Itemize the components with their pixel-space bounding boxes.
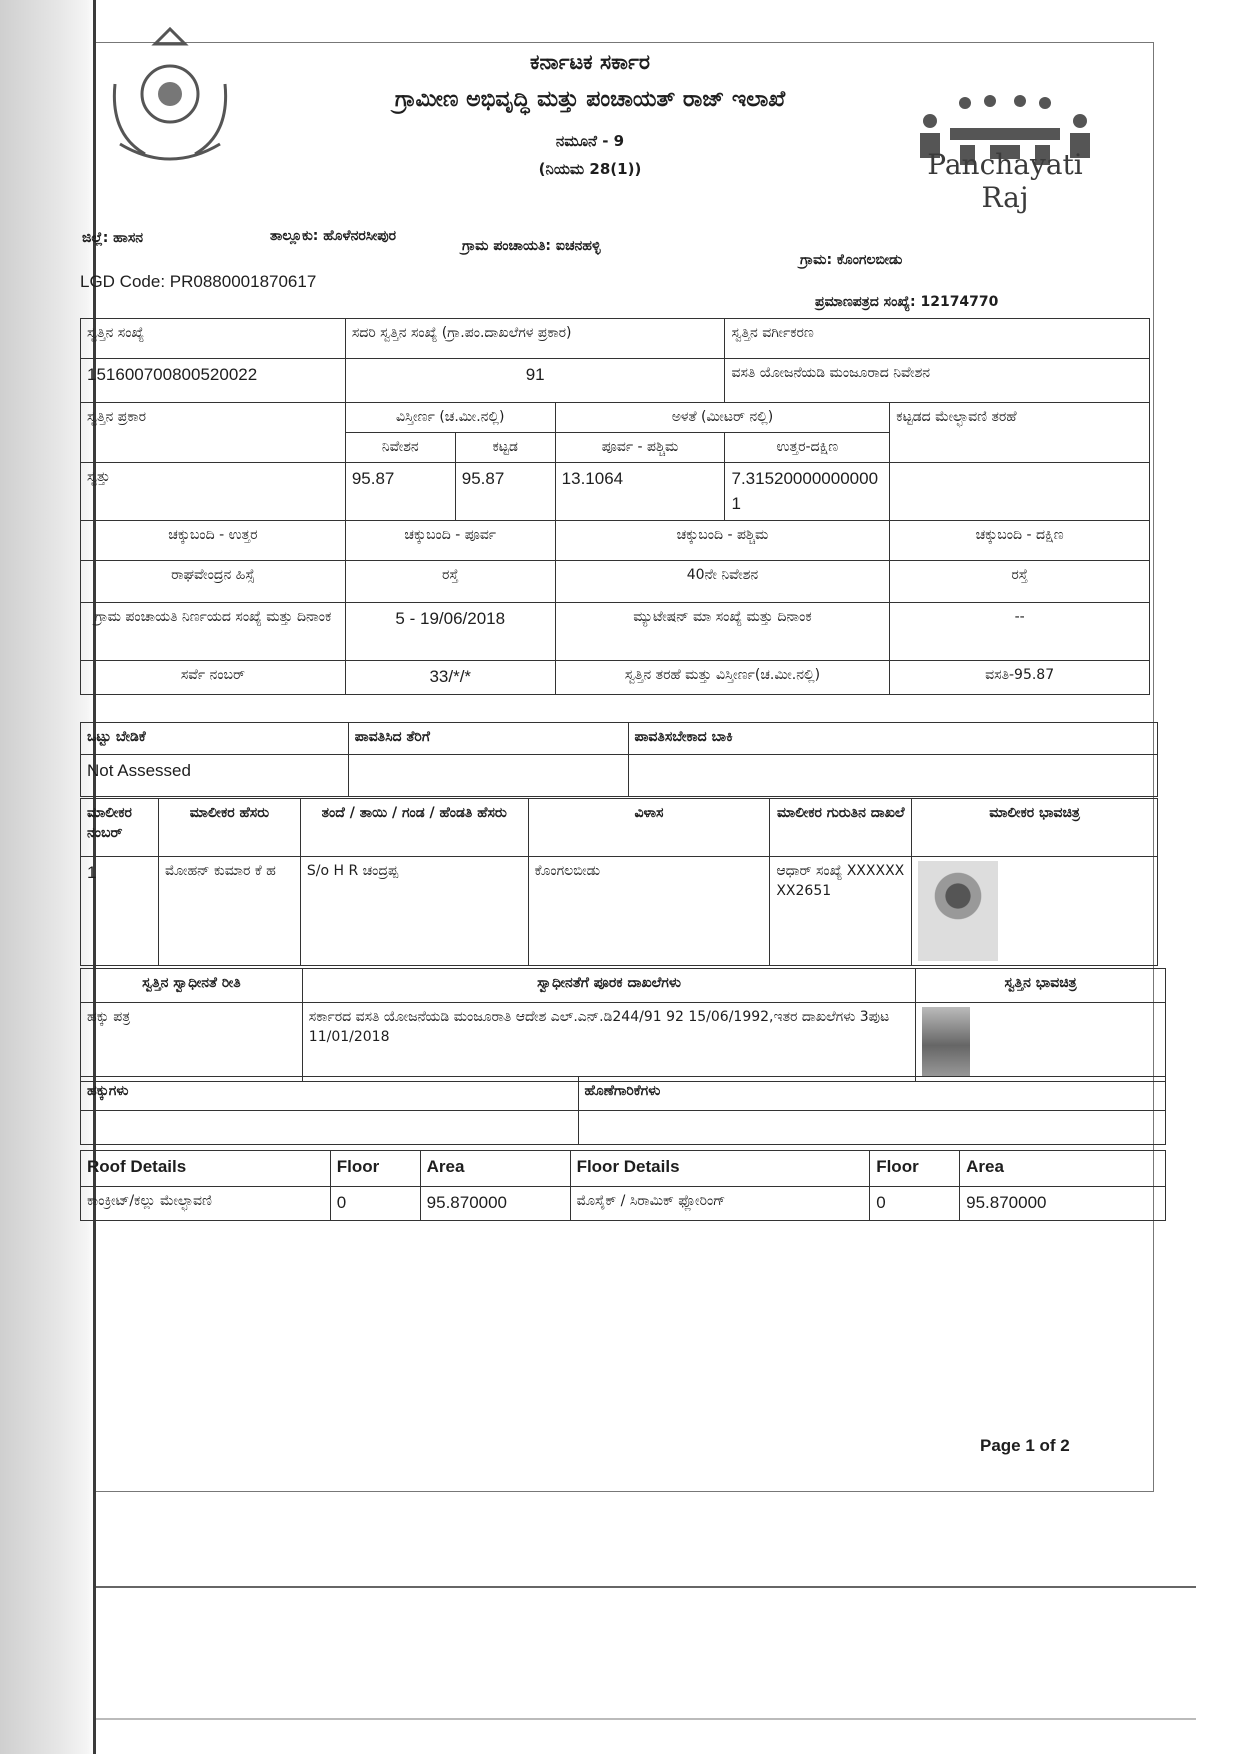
owner-address: ಕೊಂಗಲಬೀಡು xyxy=(528,857,770,966)
rule-number: (ನಿಯಮ 28(1)) xyxy=(538,160,642,178)
rights-value xyxy=(81,1111,579,1145)
site-area-value: 95.87 xyxy=(345,463,455,521)
tax-due-value xyxy=(628,755,1157,797)
owner-id-header: ಮಾಲೀಕರ ಗುರುತಿನ ದಾಖಲೆ xyxy=(770,799,912,857)
related-id-label: ಸದರಿ ಸ್ವತ್ತಿನ ಸಂಖ್ಯೆ (ಗ್ರಾ.ಪಂ.ದಾಖಲೆಗಳ ಪ್ರಕಾರ) xyxy=(345,319,725,359)
taluk: ತಾಲ್ಲೂಕು: ಹೊಳೆನರಸೀಪುರ xyxy=(270,228,397,244)
roof-floor-table xyxy=(80,1150,1166,1221)
karnataka-emblem-icon xyxy=(100,24,240,179)
north-south-label: ಉತ್ತರ-ದಕ್ಷಿಣ xyxy=(725,433,890,463)
roof-type-value xyxy=(890,463,1150,521)
tax-paid-label: ಪಾವತಿಸಿದ ತೆರಿಗೆ xyxy=(348,723,628,755)
west-boundary-value: 40ನೇ ನಿವೇಶನ xyxy=(555,561,890,603)
total-demand-value: Not Assessed xyxy=(81,755,349,797)
tax-due-label: ಪಾವತಿಸಬೇಕಾದ ಬಾಕಿ xyxy=(628,723,1157,755)
lgd-code: LGD Code: PR0880001870617 xyxy=(80,272,317,291)
south-boundary-value: ರಸ್ತೆ xyxy=(890,561,1150,603)
survey-value: 33/*/* xyxy=(345,661,555,695)
floor-floor-header: Floor xyxy=(870,1151,960,1187)
roof-area-value: 95.870000 xyxy=(420,1187,570,1221)
possession-docs-value: ಸರ್ಕಾರದ ವಸತಿ ಯೋಜನೆಯಡಿ ಮಂಜೂರಾತಿ ಆದೇಶ ಎಲ್.ಎನ್.ಡಿ244/91 92 15/06/1992,ಇತರ ದಾಖಲೆಗಳು 3ಪುಟ 11/01/2018 xyxy=(302,1003,915,1082)
page-divider-lower xyxy=(96,1718,1196,1720)
roof-type-label: ಕಟ್ಟಡದ ಮೇಲ್ಛಾವಣಿ ತರಹೆ xyxy=(890,403,1150,463)
tax-paid-value xyxy=(348,755,628,797)
east-west-value: 13.1064 xyxy=(555,463,725,521)
dimension-label: ಅಳತೆ (ಮೀಟರ್ ನಲ್ಲಿ) xyxy=(555,403,890,433)
floor-floor-value: 0 xyxy=(870,1187,960,1221)
owner-name: ಮೋಹನ್ ಕುಮಾರ ಕೆ ಹ xyxy=(158,857,300,966)
roof-details-header: Roof Details xyxy=(81,1151,331,1187)
property-id-label: ಸ್ವತ್ತಿನ ಸಂಖ್ಯೆ xyxy=(81,319,346,359)
property-photo xyxy=(922,1007,970,1077)
roof-floor-value: 0 xyxy=(330,1187,420,1221)
resolution-label: ಗ್ರಾಮ ಪಂಚಾಯತಿ ನಿರ್ಣಯದ ಸಂಖ್ಯೆ ಮತ್ತು ದಿನಾಂಕ xyxy=(81,603,346,661)
department-title: ಗ್ರಾಮೀಣ ಅಭಿವೃದ್ಧಿ ಮತ್ತು ಪಂಚಾಯತ್ ರಾಜ್ ಇಲಾಖೆ xyxy=(394,87,786,112)
property-id-value: 151600700800520022 xyxy=(81,359,346,403)
property-type-label: ಸ್ವತ್ತಿನ ಪ್ರಕಾರ xyxy=(81,403,346,463)
floor-details-header: Floor Details xyxy=(570,1151,870,1187)
owner-number: 1 xyxy=(81,857,159,966)
page-divider xyxy=(96,1586,1196,1588)
form-number: ನಮೂನೆ - 9 xyxy=(555,132,625,150)
west-boundary-label: ಚಕ್ಕುಬಂದಿ - ಪಶ್ಚಿಮ xyxy=(555,521,890,561)
resolution-value: 5 - 19/06/2018 xyxy=(345,603,555,661)
owner-relation-header: ತಂದೆ / ತಾಯಿ / ಗಂಡ / ಹೆಂಡತಿ ಹೆಸರು xyxy=(300,799,528,857)
table-row xyxy=(81,857,1158,966)
area-label: ವಿಸ್ತೀರ್ಣ (ಚ.ಮೀ.ನಲ್ಲಿ) xyxy=(345,403,555,433)
classification-label: ಸ್ವತ್ತಿನ ವರ್ಗೀಕರಣ xyxy=(725,319,1150,359)
rights-table xyxy=(80,1076,1166,1145)
village: ಗ್ರಾಮ: ಕೊಂಗಲಬೀಡು xyxy=(800,252,903,268)
property-table xyxy=(80,318,1150,695)
owner-id-doc: ಆಧಾರ್ ಸಂಖ್ಯೆ XXXXXXXX2651 xyxy=(770,857,912,966)
type-area-label: ಸ್ವತ್ತಿನ ತರಹೆ ಮತ್ತು ವಿಸ್ತೀರ್ಣ(ಚ.ಮೀ.ನಲ್ಲಿ) xyxy=(555,661,890,695)
panchayati-raj-text: Panchayati Raj xyxy=(927,148,1083,214)
certificate-number: ಪ್ರಮಾಣಪತ್ರದ ಸಂಖ್ಯೆ: 12174770 xyxy=(815,294,999,310)
page-number: Page 1 of 2 xyxy=(980,1436,1070,1455)
roof-area-header: Area xyxy=(420,1151,570,1187)
owner-photo-header: ಮಾಲೀಕರ ಭಾವಚಿತ್ರ xyxy=(912,799,1158,857)
header-block xyxy=(300,50,880,178)
owner-photo xyxy=(918,861,998,961)
property-type-value: ಸ್ವತ್ತು xyxy=(81,463,346,521)
east-west-label: ಪೂರ್ವ - ಪಶ್ಚಿಮ xyxy=(555,433,725,463)
roof-type-cell: ಕಾಂಕ್ರೀಟ್/ಕಲ್ಲು ಮೇಲ್ಛಾವಣಿ xyxy=(81,1187,331,1221)
east-boundary-value: ರಸ್ತೆ xyxy=(345,561,555,603)
floor-area-header: Area xyxy=(960,1151,1166,1187)
owners-table xyxy=(80,798,1158,966)
total-demand-label: ಒಟ್ಟು ಬೇಡಿಕೆ xyxy=(81,723,349,755)
roof-floor-header: Floor xyxy=(330,1151,420,1187)
east-boundary-label: ಚಕ್ಕುಬಂದಿ - ಪೂರ್ವ xyxy=(345,521,555,561)
classification-value: ವಸತಿ ಯೋಜನೆಯಡಿ ಮಂಜೂರಾದ ನಿವೇಶನ xyxy=(725,359,1150,403)
floor-area-value: 95.870000 xyxy=(960,1187,1166,1221)
building-area-value: 95.87 xyxy=(455,463,555,521)
gram-panchayat: ಗ್ರಾಮ ಪಂಚಾಯತಿ: ಐಚನಹಳ್ಳಿ xyxy=(462,238,601,254)
north-boundary-value: ರಾಘವೇಂದ್ರನ ಹಿಸ್ಸೆ xyxy=(81,561,346,603)
property-photo-label: ಸ್ವತ್ತಿನ ಭಾವಚಿತ್ರ xyxy=(916,969,1166,1003)
north-south-value: 7.315200000000001 xyxy=(725,463,890,521)
property-photo-cell xyxy=(916,1003,1166,1082)
owner-address-header: ವಿಳಾಸ xyxy=(528,799,770,857)
mutation-value: -- xyxy=(890,603,1150,661)
mutation-label: ಮ್ಯುಟೇಷನ್ ಮಾ ಸಂಖ್ಯೆ ಮತ್ತು ದಿನಾಂಕ xyxy=(555,603,890,661)
possession-table xyxy=(80,968,1166,1082)
tax-table xyxy=(80,722,1158,797)
owner-name-header: ಮಾಲೀಕರ ಹೆಸರು xyxy=(158,799,300,857)
owner-number-header: ಮಾಲೀಕರ ನಂಬರ್ xyxy=(81,799,159,857)
owner-relation: S/o H R ಚಂದ್ರಪ್ಪ xyxy=(300,857,528,966)
site-label: ನಿವೇಶನ xyxy=(345,433,455,463)
liabilities-label: ಹೊಣೆಗಾರಿಕೆಗಳು xyxy=(578,1077,1165,1111)
type-area-value: ವಸತಿ-95.87 xyxy=(890,661,1150,695)
related-id-value: 91 xyxy=(345,359,725,403)
possession-method-label: ಸ್ವತ್ತಿನ ಸ್ವಾಧೀನತೆ ರೀತಿ xyxy=(81,969,303,1003)
building-label: ಕಟ್ಟಡ xyxy=(455,433,555,463)
south-boundary-label: ಚಕ್ಕುಬಂದಿ - ದಕ್ಷಿಣ xyxy=(890,521,1150,561)
rights-label: ಹಕ್ಕುಗಳು xyxy=(81,1077,579,1111)
district: ಜಿಲ್ಲೆ: ಹಾಸನ xyxy=(82,230,144,246)
possession-method-value: ಹಕ್ಕು ಪತ್ರ xyxy=(81,1003,303,1082)
govt-title: ಕರ್ನಾಟಕ ಸರ್ಕಾರ xyxy=(530,50,650,74)
north-boundary-label: ಚಕ್ಕುಬಂದಿ - ಉತ್ತರ xyxy=(81,521,346,561)
survey-label: ಸರ್ವೆ ನಂಬರ್ xyxy=(81,661,346,695)
owner-photo-cell xyxy=(912,857,1158,966)
floor-type-cell: ಮೊಸೈಕ್ / ಸಿರಾಮಿಕ್ ಫ್ಲೋರಿಂಗ್ xyxy=(570,1187,870,1221)
liabilities-value xyxy=(578,1111,1165,1145)
possession-docs-label: ಸ್ವಾಧೀನತೆಗೆ ಪೂರಕ ದಾಖಲೆಗಳು xyxy=(302,969,915,1003)
